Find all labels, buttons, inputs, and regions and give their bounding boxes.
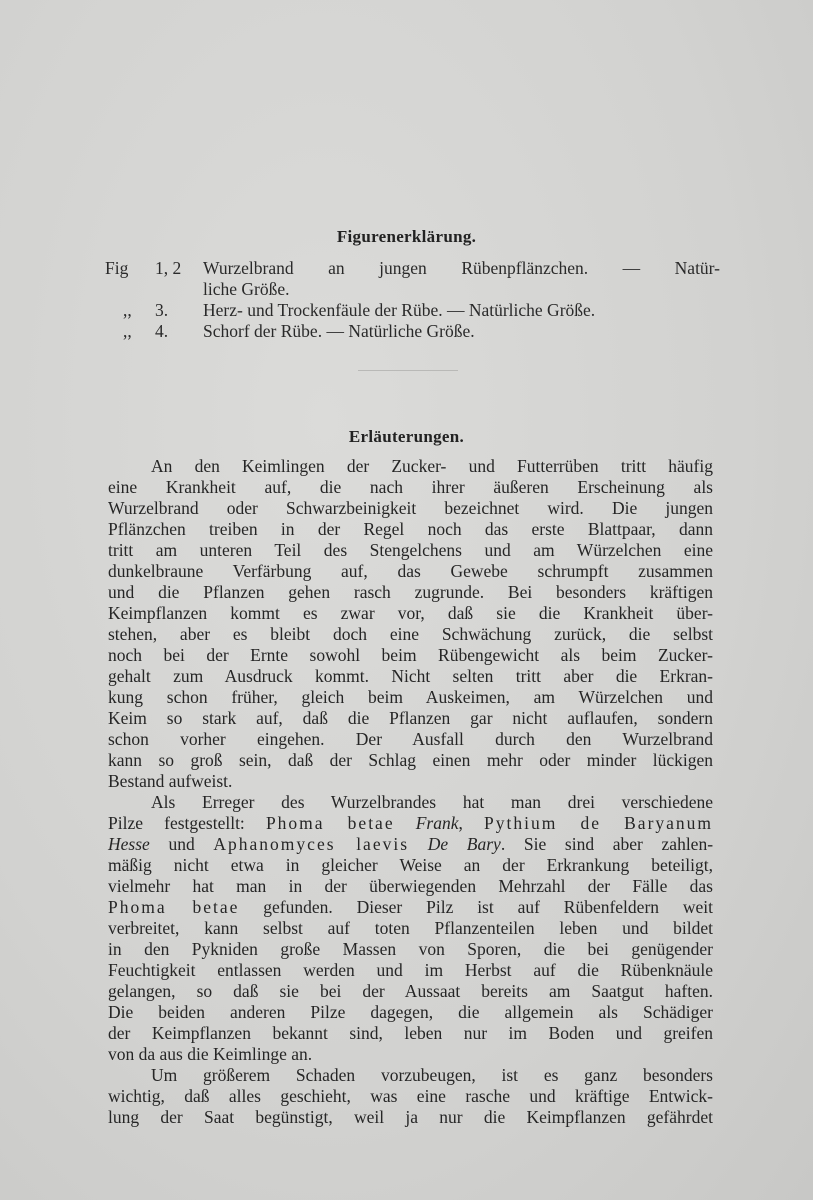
legend-prefix: ,,: [123, 321, 132, 341]
legend-prefix: Fig: [105, 258, 129, 278]
legend-item: [105, 300, 720, 321]
text-line: der Keimpflanzen bekannt sind, leben nur im Boden und greifen: [108, 1023, 713, 1043]
species-name: Pythium de Baryanum: [484, 813, 714, 833]
text-line: Wurzelbrand an jungen Rübenpflänzchen. — Natür-: [203, 258, 720, 278]
text-line: Als Erreger des Wurzelbrandes hat man drei verschiedene: [151, 792, 713, 812]
section-divider: [358, 370, 458, 371]
text-run: gefunden. Dieser Pilz ist auf Rübenfeldern weit: [239, 897, 713, 917]
explanations-heading: Erläuterungen.: [348, 427, 465, 446]
text-line: Keimpflanzen kommt es zwar vor, daß sie die Krankheit über-: [108, 603, 713, 623]
text-run: . Sie sind aber zahlen-: [500, 834, 714, 854]
text-line: Pflänzchen treiben in der Regel noch das erste Blattpaar, dann: [108, 519, 713, 539]
legend-item: [105, 321, 720, 342]
figures-heading: Figurenerklärung.: [336, 227, 477, 246]
paragraph: [108, 792, 713, 1065]
author-name: Hesse: [108, 834, 150, 854]
legend-number: 4.: [155, 321, 169, 341]
text-line: wichtig, daß alles geschieht, was eine rasche und kräftige Entwick-: [108, 1086, 713, 1106]
legend-prefix: ,,: [123, 300, 132, 320]
paragraph-continuation: [108, 918, 713, 1065]
text-line: gehalt zum Ausdruck kommt. Nicht selten tritt aber die Erkran-: [108, 666, 713, 686]
author-name: Frank: [415, 813, 459, 833]
text-line: von da aus die Keimlinge an.: [108, 1044, 313, 1064]
text-line: tritt am unteren Teil des Stengelchens und am Würzelchen eine: [108, 540, 713, 560]
text-line: dunkelbraune Verfärbung auf, das Gewebe schrumpft zusammen: [108, 561, 713, 581]
text-line: schon vorher eingehen. Der Ausfall durch den Wurzelbrand: [108, 729, 713, 749]
text-run: und: [149, 834, 214, 854]
text-line: An den Keimlingen der Zucker- und Futterrüben tritt häufig: [151, 456, 713, 476]
text-line: Feuchtigkeit entlassen werden und im Herbst auf die Rübenknäule: [108, 960, 713, 980]
text-line: stehen, aber es bleibt doch eine Schwächung zurück, die selbst: [108, 624, 713, 644]
legend-number: 3.: [155, 300, 169, 320]
legend-text: [203, 321, 720, 342]
text-line: in den Pykniden große Massen von Sporen, die bei genügender: [108, 939, 713, 959]
author-name: De Bary: [427, 834, 501, 854]
species-name: Aphanomyces laevis: [213, 834, 410, 854]
text-line: kann so groß sein, daß der Schlag einen mehr oder minder lückigen: [108, 750, 713, 770]
species-name: Phoma betae: [108, 897, 240, 917]
text-line: verbreitet, kann selbst auf toten Pflanzenteilen leben und bildet: [108, 918, 713, 938]
text-line: Die beiden anderen Pilze dagegen, die allgemein als Schädiger: [108, 1002, 713, 1022]
text-line: Keim so stark auf, daß die Pflanzen gar nicht auflaufen, sondern: [108, 708, 713, 728]
text-line: kung schon früher, gleich beim Auskeimen, am Würzelchen und: [108, 687, 713, 707]
text-line: Bestand aufweist.: [108, 771, 233, 791]
figure-legend: [105, 258, 720, 342]
text-line: [108, 813, 713, 834]
text-run: [409, 834, 428, 854]
text-run: ,: [458, 813, 485, 833]
text-line: Herz- und Trockenfäule der Rübe. — Natürliche Größe.: [203, 300, 596, 320]
text-line: Schorf der Rübe. — Natürliche Größe.: [203, 321, 475, 341]
paragraph: [108, 456, 713, 792]
text-line: Um größerem Schaden vorzubeugen, ist es ganz besonders: [151, 1065, 713, 1085]
text-line: eine Krankheit auf, die nach ihrer äußeren Erscheinung als: [108, 477, 713, 497]
text-line: noch bei der Ernte sowohl beim Rübengewicht als beim Zucker-: [108, 645, 713, 665]
explanations-body: [108, 456, 713, 1128]
legend-number: 1, 2: [155, 258, 182, 278]
text-line: gelangen, so daß sie bei der Aussaat bereits am Saatgut haften.: [108, 981, 713, 1001]
text-line: und die Pflanzen gehen rasch zugrunde. Bei besonders kräftigen: [108, 582, 713, 602]
legend-text: [203, 258, 720, 300]
text-line: Wurzelbrand oder Schwarzbeinigkeit bezeichnet wird. Die jungen: [108, 498, 713, 518]
legend-text: [203, 300, 720, 321]
text-line: [108, 834, 713, 855]
paragraph: [108, 1065, 713, 1128]
legend-item: [105, 258, 720, 300]
species-name: Phoma betae: [265, 813, 395, 833]
text-line: mäßig nicht etwa in gleicher Weise an der Erkrankung beteiligt,: [108, 855, 713, 875]
text-line: vielmehr hat man in der überwiegenden Mehrzahl der Fälle das: [108, 876, 713, 896]
text-run: Pilze festgestellt:: [108, 813, 266, 833]
text-line: liche Größe.: [203, 279, 290, 299]
text-line: [108, 897, 713, 918]
text-line: lung der Saat begünstigt, weil ja nur die Keimpflanzen gefährdet: [108, 1107, 713, 1127]
